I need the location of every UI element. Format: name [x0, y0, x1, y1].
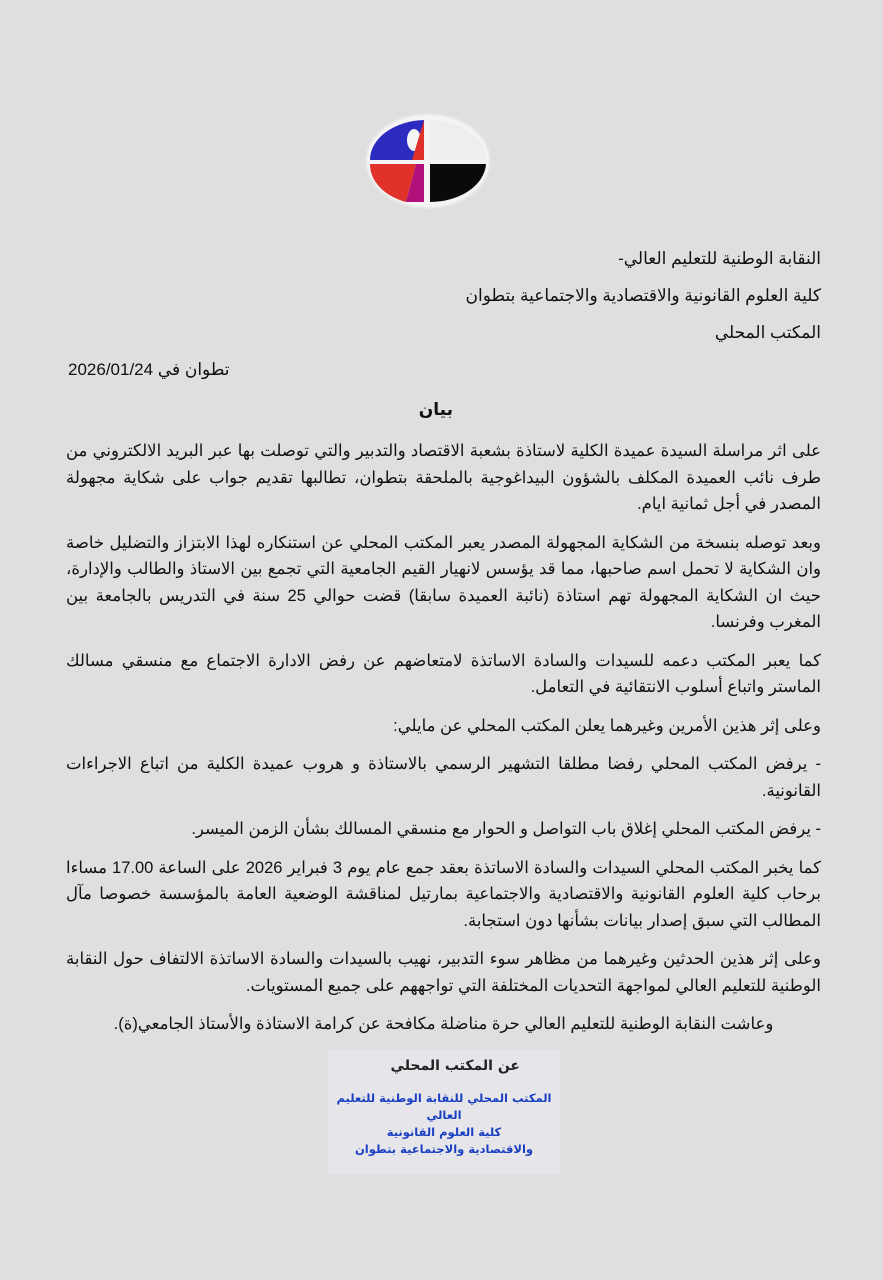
bullet-paragraph: - يرفض المكتب المحلي إغلاق باب التواصل و الحوار مع منسقي المسالك بشأن الزمن الميسر. — [191, 820, 821, 838]
logo-outer-ring — [366, 114, 490, 208]
paragraph: كما يخبر المكتب المحلي السيدات والسادة الاساتذة بعقد جمع عام يوم 3 فبراير 2026 على الساعة 17.00 مساءا برحاب كلية العلوم القانونية والاقتصادية والاجتماعية بمارتيل لمناقشة الوضعية العامة بالمؤسسة خصوصا مآل المطالب التي سبق إصدار بيانات بشأنها دون استجابة. — [66, 858, 822, 930]
paragraph: على اثر مراسلة السيدة عميدة الكلية لاستاذة بشعبة الاقتصاد والتدبير والتي توصلت بها عبر البريد الالكتروني من طرف نائب العميدة المكلف بالشؤون البيداغوجية بالملحقة بتطوان، تطالبها تقديم جواب على شكاية مجهولة المصدر في أجل ثمانية ايام. — [66, 442, 821, 513]
signature-stamp — [328, 1050, 560, 1174]
seal-line: كلية العلوم القانونية — [386, 1125, 502, 1139]
letterhead — [466, 240, 821, 351]
signature-label: عن المكتب المحلي — [390, 1058, 520, 1074]
logo-white-quadrant — [430, 120, 486, 160]
seal-line: المكتب المحلي للنقابة الوطنية للتعليم العالي — [336, 1091, 552, 1122]
closing-line: وعاشت النقابة الوطنية للتعليم العالي حرة مناضلة مكافحة عن كرامة الاستاذة والأستاذ الجامعي(ة). — [113, 1015, 774, 1033]
union-name: النقابة الوطنية للتعليم العالي- — [618, 249, 821, 268]
paragraph: وبعد توصله بنسخة من الشكاية المجهولة المصدر يعبر المكتب المحلي عن استنكاره لهذا الابتزاز والتضليل خاصة وان الشكاية لا تحمل اسم صاحبها، مما قد يؤسس لانهيار القيم الجامعية التي تجمع بين الاستاذ والطالب والإدارة، حيث ان الشكاية المجهولة تهم استاذة (نائبة العميدة سابقا) قضت حوالي 25 سنة في التدريس بالجامعة بين المغرب وفرنسا. — [66, 533, 821, 631]
union-logo — [364, 112, 492, 210]
office-seal — [328, 1090, 560, 1158]
document-title: بيان — [418, 400, 453, 420]
bullet-paragraph: - يرفض المكتب المحلي رفضا مطلقا التشهير الرسمي بالاستاذة و هروب عميدة الكلية من اتباع الاجراءات القانونية. — [66, 755, 821, 800]
faculty-name: كلية العلوم القانونية والاقتصادية والاجتماعية بتطوان — [465, 286, 821, 305]
seal-line: والاقتصادية والاجتماعية بتطوان — [354, 1142, 534, 1156]
statement-body — [66, 438, 821, 1050]
logo-black-quadrant — [430, 164, 486, 202]
paragraph: وعلى إثر هذين الأمرين وغيرهما يعلن المكتب المحلي عن مايلي: — [393, 716, 821, 735]
paragraph: كما يعبر المكتب دعمه للسيدات والسادة الاساتذة لامتعاضهم عن رفض الادارة الاجتماع مع منسقي مسالك الماستر واتباع أسلوب الانتقائية في التعامل. — [66, 651, 821, 696]
office-name: المكتب المحلي — [714, 323, 821, 342]
paragraph: وعلى إثر هذين الحدثين وغيرهما من مظاهر سوء التدبير، نهيب بالسيدات والسادة الاساتذة الالتفاف حول النقابة الوطنية للتعليم العالي لمواجهة التحديات المختلفة التي تواجههم على جميع المستويات. — [66, 950, 821, 995]
document-date: تطوان في 2026/01/24 — [68, 360, 230, 379]
